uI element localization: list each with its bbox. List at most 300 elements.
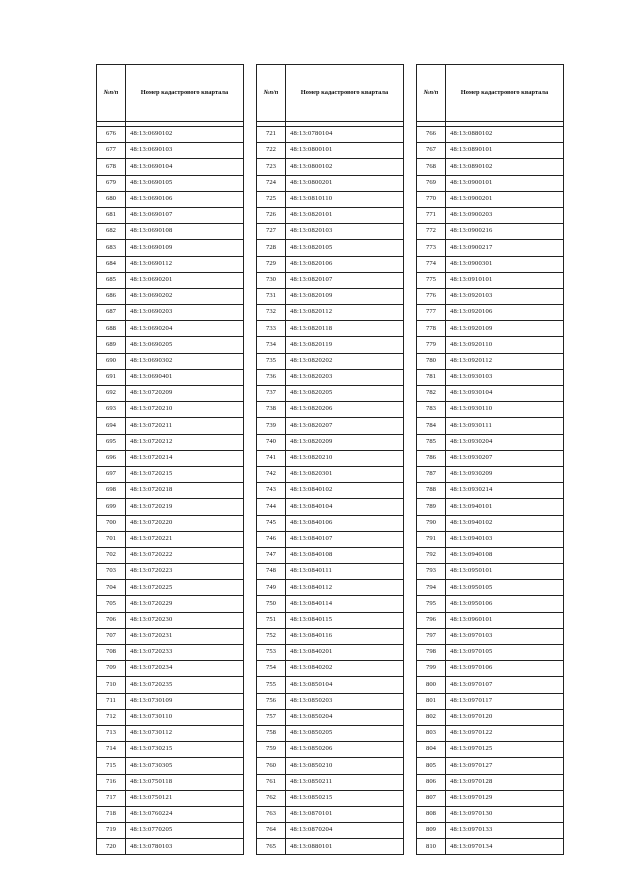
cadastral-quarter-number: 48:13:0840108 xyxy=(286,547,404,563)
row-number: 783 xyxy=(417,402,446,418)
table-row xyxy=(97,839,244,855)
cadastral-quarter-number: 48:13:0720229 xyxy=(126,596,244,612)
table-row xyxy=(417,466,564,482)
cadastral-quarter-number: 48:13:0690109 xyxy=(126,240,244,256)
row-number: 778 xyxy=(417,321,446,337)
row-number: 751 xyxy=(257,612,286,628)
cadastral-quarter-number: 48:13:0760224 xyxy=(126,806,244,822)
row-number: 787 xyxy=(417,466,446,482)
row-number: 746 xyxy=(257,531,286,547)
table-row xyxy=(257,127,404,143)
row-number: 781 xyxy=(417,369,446,385)
table-row xyxy=(97,612,244,628)
cadastral-quarter-number: 48:13:0950106 xyxy=(446,596,564,612)
table-row xyxy=(97,386,244,402)
row-number: 701 xyxy=(97,531,126,547)
row-number: 782 xyxy=(417,386,446,402)
table-row xyxy=(257,823,404,839)
row-number: 779 xyxy=(417,337,446,353)
cadastral-quarter-number: 48:13:0690203 xyxy=(126,305,244,321)
table-row xyxy=(97,143,244,159)
row-number: 772 xyxy=(417,224,446,240)
row-number: 720 xyxy=(97,839,126,855)
table-row xyxy=(97,207,244,223)
cadastral-quarter-number: 48:13:0840112 xyxy=(286,580,404,596)
table-row xyxy=(257,240,404,256)
row-number: 692 xyxy=(97,386,126,402)
table-row xyxy=(417,321,564,337)
table-row xyxy=(97,175,244,191)
table-row xyxy=(97,531,244,547)
table-row xyxy=(417,693,564,709)
quarter-column-header: Номер кадастрового квартала xyxy=(446,65,564,122)
table-row xyxy=(97,466,244,482)
row-number: 806 xyxy=(417,774,446,790)
table-row xyxy=(257,402,404,418)
cadastral-quarter-number: 48:13:0850104 xyxy=(286,677,404,693)
table-row xyxy=(257,369,404,385)
row-number: 685 xyxy=(97,272,126,288)
table-row xyxy=(97,725,244,741)
table-row xyxy=(257,758,404,774)
row-number: 689 xyxy=(97,337,126,353)
table-row xyxy=(257,386,404,402)
cadastral-quarter-number: 48:13:0690106 xyxy=(126,191,244,207)
cadastral-quarter-number: 48:13:0840104 xyxy=(286,499,404,515)
row-number: 688 xyxy=(97,321,126,337)
cadastral-quarter-number: 48:13:0840114 xyxy=(286,596,404,612)
table-row xyxy=(97,159,244,175)
table-row xyxy=(417,564,564,580)
row-number: 711 xyxy=(97,693,126,709)
cadastral-quarter-number: 48:13:0900101 xyxy=(446,175,564,191)
cadastral-quarter-number: 48:13:0950105 xyxy=(446,580,564,596)
table-row xyxy=(417,288,564,304)
table-row xyxy=(257,693,404,709)
cadastral-quarter-number: 48:13:0850203 xyxy=(286,693,404,709)
row-number: 775 xyxy=(417,272,446,288)
row-number: 719 xyxy=(97,823,126,839)
table-row xyxy=(417,596,564,612)
table-row xyxy=(97,693,244,709)
table-row xyxy=(97,127,244,143)
row-number: 693 xyxy=(97,402,126,418)
table-row xyxy=(257,645,404,661)
cadastral-quarter-number: 48:13:0840102 xyxy=(286,483,404,499)
row-number: 808 xyxy=(417,806,446,822)
cadastral-quarter-number: 48:13:0690108 xyxy=(126,224,244,240)
cadastral-quarter-number: 48:13:0690102 xyxy=(126,127,244,143)
row-number: 807 xyxy=(417,790,446,806)
cadastral-table-3 xyxy=(416,64,564,855)
cadastral-quarter-number: 48:13:0730110 xyxy=(126,709,244,725)
row-number: 707 xyxy=(97,628,126,644)
row-number: 710 xyxy=(97,677,126,693)
row-number: 794 xyxy=(417,580,446,596)
cadastral-quarter-number: 48:13:0720214 xyxy=(126,450,244,466)
cadastral-quarter-number: 48:13:0940108 xyxy=(446,547,564,563)
table-row xyxy=(257,515,404,531)
row-number: 741 xyxy=(257,450,286,466)
row-number: 680 xyxy=(97,191,126,207)
row-number: 709 xyxy=(97,661,126,677)
table-row xyxy=(417,240,564,256)
table-row xyxy=(417,531,564,547)
table-row xyxy=(97,774,244,790)
cadastral-quarter-number: 48:13:0820209 xyxy=(286,434,404,450)
row-number: 764 xyxy=(257,823,286,839)
cadastral-quarter-number: 48:13:0850210 xyxy=(286,758,404,774)
table-row xyxy=(257,564,404,580)
table-row xyxy=(257,434,404,450)
table-row xyxy=(257,596,404,612)
row-number: 780 xyxy=(417,353,446,369)
table-row xyxy=(257,531,404,547)
table-row xyxy=(417,661,564,677)
cadastral-quarter-number: 48:13:0820109 xyxy=(286,288,404,304)
row-number: 712 xyxy=(97,709,126,725)
cadastral-quarter-number: 48:13:0750121 xyxy=(126,790,244,806)
row-number: 792 xyxy=(417,547,446,563)
cadastral-quarter-number: 48:13:0820118 xyxy=(286,321,404,337)
row-number: 803 xyxy=(417,725,446,741)
table-row xyxy=(97,450,244,466)
cadastral-quarter-number: 48:13:0850211 xyxy=(286,774,404,790)
row-number: 786 xyxy=(417,450,446,466)
row-number: 737 xyxy=(257,386,286,402)
table-header-row xyxy=(417,65,564,122)
row-number: 724 xyxy=(257,175,286,191)
cadastral-quarter-number: 48:13:0820202 xyxy=(286,353,404,369)
cadastral-quarter-number: 48:13:0690201 xyxy=(126,272,244,288)
row-number: 729 xyxy=(257,256,286,272)
table-row xyxy=(97,596,244,612)
row-number: 677 xyxy=(97,143,126,159)
row-number: 758 xyxy=(257,725,286,741)
row-number: 748 xyxy=(257,564,286,580)
table-row xyxy=(417,369,564,385)
row-number: 700 xyxy=(97,515,126,531)
table-row xyxy=(97,288,244,304)
cadastral-quarter-number: 48:13:0930214 xyxy=(446,483,564,499)
table-row xyxy=(97,580,244,596)
row-number: 734 xyxy=(257,337,286,353)
cadastral-quarter-number: 48:13:0900217 xyxy=(446,240,564,256)
row-number: 757 xyxy=(257,709,286,725)
cadastral-quarter-number: 48:13:0820210 xyxy=(286,450,404,466)
cadastral-quarter-number: 48:13:0870101 xyxy=(286,806,404,822)
table-row xyxy=(417,159,564,175)
table-row xyxy=(257,725,404,741)
table-row xyxy=(97,402,244,418)
table-row xyxy=(417,790,564,806)
cadastral-quarter-number: 48:13:0720215 xyxy=(126,466,244,482)
row-number: 676 xyxy=(97,127,126,143)
cadastral-quarter-number: 48:13:0810110 xyxy=(286,191,404,207)
table-row xyxy=(257,256,404,272)
row-number: 716 xyxy=(97,774,126,790)
table-row xyxy=(417,337,564,353)
table-row xyxy=(257,612,404,628)
table-row xyxy=(257,321,404,337)
row-number: 784 xyxy=(417,418,446,434)
table-row xyxy=(257,305,404,321)
cadastral-quarter-number: 48:13:0840201 xyxy=(286,645,404,661)
cadastral-quarter-number: 48:13:0970105 xyxy=(446,645,564,661)
table-row xyxy=(417,143,564,159)
cadastral-quarter-number: 48:13:0840107 xyxy=(286,531,404,547)
cadastral-quarter-number: 48:13:0950101 xyxy=(446,564,564,580)
row-number: 694 xyxy=(97,418,126,434)
cadastral-quarter-number: 48:13:0880102 xyxy=(446,127,564,143)
cadastral-quarter-number: 48:13:0820103 xyxy=(286,224,404,240)
cadastral-quarter-number: 48:13:0970128 xyxy=(446,774,564,790)
row-number: 697 xyxy=(97,466,126,482)
cadastral-quarter-number: 48:13:0970133 xyxy=(446,823,564,839)
cadastral-quarter-number: 48:13:0900203 xyxy=(446,207,564,223)
cadastral-quarter-number: 48:13:0840202 xyxy=(286,661,404,677)
row-number: 793 xyxy=(417,564,446,580)
cadastral-quarter-number: 48:13:0840106 xyxy=(286,515,404,531)
row-number: 717 xyxy=(97,790,126,806)
cadastral-quarter-number: 48:13:0930209 xyxy=(446,466,564,482)
cadastral-quarter-number: 48:13:0840111 xyxy=(286,564,404,580)
row-number: 713 xyxy=(97,725,126,741)
table-row xyxy=(417,127,564,143)
cadastral-quarter-number: 48:13:0800102 xyxy=(286,159,404,175)
table-row xyxy=(97,353,244,369)
row-number: 690 xyxy=(97,353,126,369)
cadastral-quarter-number: 48:13:0820207 xyxy=(286,418,404,434)
table-row xyxy=(97,645,244,661)
row-number: 723 xyxy=(257,159,286,175)
cadastral-quarter-number: 48:13:0780104 xyxy=(286,127,404,143)
cadastral-quarter-number: 48:13:0800201 xyxy=(286,175,404,191)
row-number: 698 xyxy=(97,483,126,499)
table-row xyxy=(417,499,564,515)
row-number: 756 xyxy=(257,693,286,709)
table-row xyxy=(97,434,244,450)
cadastral-quarter-number: 48:13:0820112 xyxy=(286,305,404,321)
cadastral-quarter-number: 48:13:0800101 xyxy=(286,143,404,159)
cadastral-quarter-number: 48:13:0720235 xyxy=(126,677,244,693)
row-number: 678 xyxy=(97,159,126,175)
row-number: 682 xyxy=(97,224,126,240)
cadastral-quarter-number: 48:13:0720234 xyxy=(126,661,244,677)
cadastral-quarter-number: 48:13:0730305 xyxy=(126,758,244,774)
table-row xyxy=(417,402,564,418)
cadastral-quarter-number: 48:13:0690401 xyxy=(126,369,244,385)
row-number: 730 xyxy=(257,272,286,288)
table-row xyxy=(417,224,564,240)
table-row xyxy=(417,207,564,223)
table-header-row xyxy=(97,65,244,122)
table-row xyxy=(257,418,404,434)
row-number: 755 xyxy=(257,677,286,693)
cadastral-quarter-number: 48:13:0820107 xyxy=(286,272,404,288)
table-row xyxy=(97,790,244,806)
cadastral-quarter-number: 48:13:0720233 xyxy=(126,645,244,661)
cadastral-table-1 xyxy=(96,64,244,855)
cadastral-quarter-number: 48:13:0870204 xyxy=(286,823,404,839)
row-number: 749 xyxy=(257,580,286,596)
cadastral-quarter-number: 48:13:0720225 xyxy=(126,580,244,596)
cadastral-quarter-number: 48:13:0750118 xyxy=(126,774,244,790)
row-number: 795 xyxy=(417,596,446,612)
cadastral-quarter-number: 48:13:0940103 xyxy=(446,531,564,547)
row-number: 727 xyxy=(257,224,286,240)
cadastral-quarter-number: 48:13:0720221 xyxy=(126,531,244,547)
table-row xyxy=(97,272,244,288)
table-row xyxy=(417,305,564,321)
table-row xyxy=(417,547,564,563)
table-row xyxy=(97,240,244,256)
cadastral-quarter-number: 48:13:0720231 xyxy=(126,628,244,644)
cadastral-quarter-number: 48:13:0850205 xyxy=(286,725,404,741)
table-row xyxy=(97,337,244,353)
table-row xyxy=(97,256,244,272)
row-number: 744 xyxy=(257,499,286,515)
row-number: 785 xyxy=(417,434,446,450)
row-number: 762 xyxy=(257,790,286,806)
cadastral-quarter-number: 48:13:0820205 xyxy=(286,386,404,402)
cadastral-quarter-number: 48:13:0690302 xyxy=(126,353,244,369)
row-number: 733 xyxy=(257,321,286,337)
table-row xyxy=(417,175,564,191)
row-number: 691 xyxy=(97,369,126,385)
cadastral-quarter-number: 48:13:0720211 xyxy=(126,418,244,434)
cadastral-quarter-number: 48:13:0690204 xyxy=(126,321,244,337)
cadastral-quarter-number: 48:13:0720212 xyxy=(126,434,244,450)
cadastral-table-2 xyxy=(256,64,404,855)
table-row xyxy=(417,774,564,790)
row-number: 747 xyxy=(257,547,286,563)
cadastral-quarter-number: 48:13:0970103 xyxy=(446,628,564,644)
cadastral-quarter-number: 48:13:0920106 xyxy=(446,305,564,321)
row-number: 740 xyxy=(257,434,286,450)
row-number: 800 xyxy=(417,677,446,693)
cadastral-quarter-number: 48:13:0820206 xyxy=(286,402,404,418)
row-number: 718 xyxy=(97,806,126,822)
cadastral-quarter-number: 48:13:0720230 xyxy=(126,612,244,628)
table-row xyxy=(417,515,564,531)
cadastral-quarter-number: 48:13:0930204 xyxy=(446,434,564,450)
table-row xyxy=(257,742,404,758)
cadastral-quarter-number: 48:13:0930111 xyxy=(446,418,564,434)
number-column-header: №п/п xyxy=(257,65,286,122)
row-number: 745 xyxy=(257,515,286,531)
row-number: 702 xyxy=(97,547,126,563)
cadastral-quarter-number: 48:13:0720222 xyxy=(126,547,244,563)
table-row xyxy=(97,418,244,434)
table-row xyxy=(417,628,564,644)
cadastral-quarter-number: 48:13:0720209 xyxy=(126,386,244,402)
cadastral-quarter-number: 48:13:0730215 xyxy=(126,742,244,758)
row-number: 721 xyxy=(257,127,286,143)
cadastral-quarter-number: 48:13:0930207 xyxy=(446,450,564,466)
table-row xyxy=(417,725,564,741)
cadastral-quarter-number: 48:13:0690105 xyxy=(126,175,244,191)
row-number: 704 xyxy=(97,580,126,596)
table-row xyxy=(97,758,244,774)
row-number: 766 xyxy=(417,127,446,143)
cadastral-quarter-number: 48:13:0940101 xyxy=(446,499,564,515)
cadastral-quarter-number: 48:13:0970122 xyxy=(446,725,564,741)
row-number: 810 xyxy=(417,839,446,855)
row-number: 750 xyxy=(257,596,286,612)
table-row xyxy=(97,564,244,580)
table-row xyxy=(97,369,244,385)
table-row xyxy=(417,742,564,758)
row-number: 736 xyxy=(257,369,286,385)
table-row xyxy=(417,839,564,855)
cadastral-quarter-number: 48:13:0820101 xyxy=(286,207,404,223)
table-row xyxy=(417,191,564,207)
row-number: 739 xyxy=(257,418,286,434)
row-number: 714 xyxy=(97,742,126,758)
number-column-header: №п/п xyxy=(97,65,126,122)
row-number: 799 xyxy=(417,661,446,677)
table-row xyxy=(257,466,404,482)
cadastral-quarter-number: 48:13:0840116 xyxy=(286,628,404,644)
cadastral-quarter-number: 48:13:0780103 xyxy=(126,839,244,855)
row-number: 797 xyxy=(417,628,446,644)
cadastral-quarter-number: 48:13:0690112 xyxy=(126,256,244,272)
row-number: 809 xyxy=(417,823,446,839)
table-row xyxy=(417,612,564,628)
table-row xyxy=(257,143,404,159)
row-number: 767 xyxy=(417,143,446,159)
cadastral-quarter-number: 48:13:0970127 xyxy=(446,758,564,774)
row-number: 725 xyxy=(257,191,286,207)
table-row xyxy=(97,628,244,644)
cadastral-quarter-number: 48:13:0850215 xyxy=(286,790,404,806)
row-number: 777 xyxy=(417,305,446,321)
row-number: 768 xyxy=(417,159,446,175)
table-row xyxy=(417,483,564,499)
cadastral-quarter-number: 48:13:0900216 xyxy=(446,224,564,240)
cadastral-quarter-number: 48:13:0820105 xyxy=(286,240,404,256)
table-row xyxy=(257,628,404,644)
cadastral-quarter-number: 48:13:0690205 xyxy=(126,337,244,353)
row-number: 687 xyxy=(97,305,126,321)
row-number: 722 xyxy=(257,143,286,159)
row-number: 752 xyxy=(257,628,286,644)
row-number: 790 xyxy=(417,515,446,531)
cadastral-quarter-number: 48:13:0970134 xyxy=(446,839,564,855)
row-number: 706 xyxy=(97,612,126,628)
table-row xyxy=(257,661,404,677)
row-number: 686 xyxy=(97,288,126,304)
table-row xyxy=(417,758,564,774)
cadastral-quarter-number: 48:13:0770205 xyxy=(126,823,244,839)
row-number: 760 xyxy=(257,758,286,774)
table-row xyxy=(257,353,404,369)
row-number: 708 xyxy=(97,645,126,661)
table-row xyxy=(257,806,404,822)
table-row xyxy=(257,207,404,223)
cadastral-quarter-number: 48:13:0720210 xyxy=(126,402,244,418)
row-number: 804 xyxy=(417,742,446,758)
table-row xyxy=(417,823,564,839)
cadastral-quarter-number: 48:13:0720218 xyxy=(126,483,244,499)
table-row xyxy=(257,337,404,353)
table-row xyxy=(417,353,564,369)
table-header-row xyxy=(257,65,404,122)
cadastral-quarter-number: 48:13:0880101 xyxy=(286,839,404,855)
table-row xyxy=(257,774,404,790)
row-number: 759 xyxy=(257,742,286,758)
